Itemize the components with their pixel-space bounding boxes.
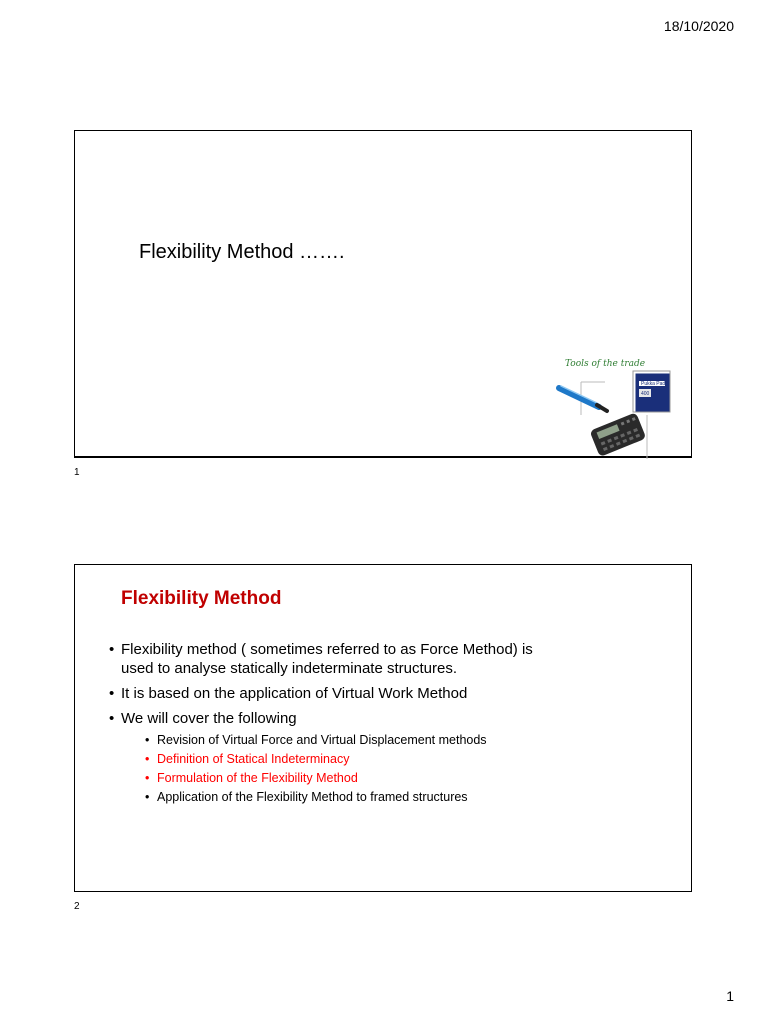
sub-bullet-item: • Application of the Flexibility Method to framed structures — [145, 788, 549, 807]
slide-2 — [74, 564, 692, 892]
print-date: 18/10/2020 — [663, 18, 734, 34]
notebook-number: 400 — [641, 391, 650, 397]
tools-of-trade-image — [555, 355, 675, 459]
slide-2-number: 2 — [74, 901, 80, 912]
calculator-icon — [590, 412, 647, 457]
bullet-item: • It is based on the application of Virtual Work Method — [109, 684, 549, 703]
slide-1-title: Flexibility Method ……. — [139, 241, 345, 263]
bullet-item: • Flexibility method ( sometimes referred to as Force Method) is used to analyse statically indeterminate structures. — [109, 640, 549, 678]
slide-2-title: Flexibility Method — [121, 588, 282, 609]
sub-bullet-item-highlighted: • Definition of Statical Indeterminacy — [145, 750, 549, 769]
bullet-item — [109, 709, 549, 807]
slide-1-number: 1 — [74, 467, 80, 478]
pen-icon — [559, 386, 607, 411]
bullet-text: We will cover the following — [121, 710, 297, 727]
sub-bullet-list — [121, 731, 549, 807]
sub-bullet-item: • Revision of Virtual Force and Virtual Displacement methods — [145, 731, 549, 750]
sub-bullet-item-highlighted: • Formulation of the Flexibility Method — [145, 769, 549, 788]
notebook-icon — [633, 371, 671, 413]
tools-caption: Tools of the trade — [565, 359, 646, 369]
bullet-list — [109, 640, 549, 813]
page-number: 1 — [726, 988, 734, 1004]
slide-1 — [74, 130, 692, 458]
notebook-label: Pukka Pad — [641, 381, 666, 387]
